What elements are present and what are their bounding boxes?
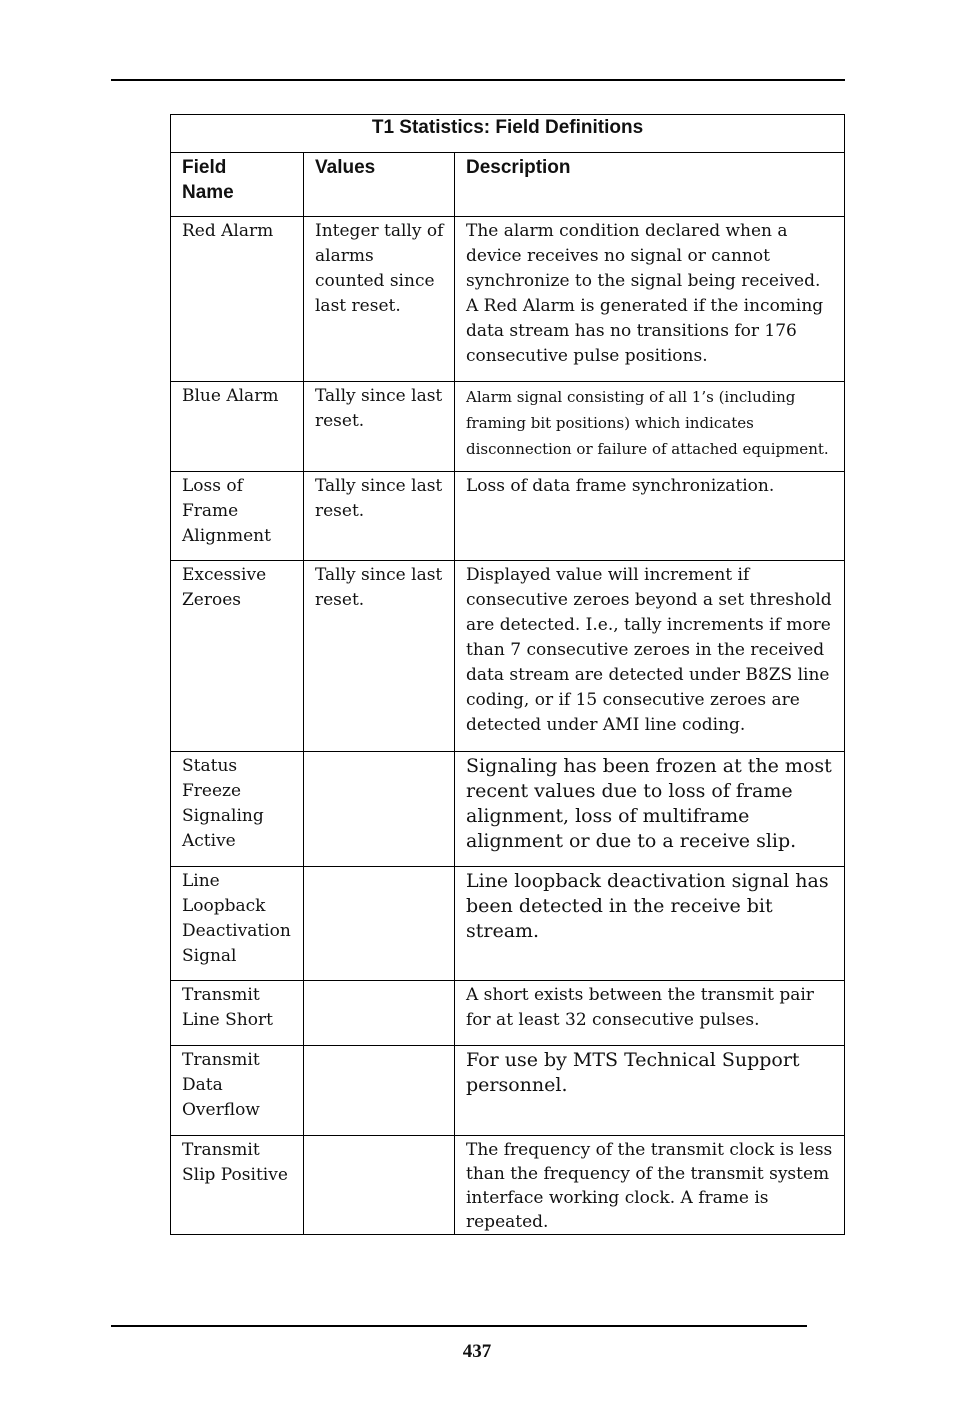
header-field-name: Field Name [171, 153, 304, 217]
cell-field: Transmit Line Short [171, 981, 304, 1046]
table-row [171, 382, 845, 472]
footer-rule [111, 1325, 807, 1327]
cell-values [304, 752, 455, 867]
table-row [171, 867, 845, 981]
cell-description: A short exists between the transmit pair for at least 32 consecutive pulses. [455, 981, 845, 1046]
cell-field: Loss of Frame Alignment [171, 472, 304, 561]
cell-field: Blue Alarm [171, 382, 304, 472]
header-description: Description [455, 153, 845, 217]
cell-description: For use by MTS Technical Support personnel. [455, 1046, 845, 1136]
cell-values: Tally since last reset. [304, 382, 455, 472]
cell-field: Red Alarm [171, 217, 304, 382]
table-row [171, 752, 845, 867]
cell-description: Alarm signal consisting of all 1’s (including framing bit positions) which indicates disconnection or failure of attached equipment. [455, 382, 845, 472]
table-row [171, 1136, 845, 1235]
cell-description: Line loopback deactivation signal has been detected in the receive bit stream. [455, 867, 845, 981]
cell-values [304, 1136, 455, 1235]
cell-field: Transmit Data Overflow [171, 1046, 304, 1136]
table-row [171, 1046, 845, 1136]
table-header-row [171, 153, 845, 217]
cell-values: Tally since last reset. [304, 561, 455, 752]
cell-description: The alarm condition declared when a device receives no signal or cannot synchronize to the signal being received. A Red Alarm is generated if the incoming data stream has no transitions for 176 consecutive pulse positions. [455, 217, 845, 382]
table-title: T1 Statistics: Field Definitions [171, 115, 845, 153]
table-row [171, 217, 845, 382]
table-title-row [171, 115, 845, 153]
cell-values: Tally since last reset. [304, 472, 455, 561]
cell-values: Integer tally of alarms counted since last reset. [304, 217, 455, 382]
cell-values [304, 1046, 455, 1136]
page-number: 437 [462, 1341, 492, 1362]
table-row [171, 472, 845, 561]
table-row [171, 981, 845, 1046]
cell-field: Excessive Zeroes [171, 561, 304, 752]
cell-description: Signaling has been frozen at the most recent values due to loss of frame alignment, loss of multiframe alignment or due to a receive slip. [455, 752, 845, 867]
header-rule [111, 79, 845, 81]
cell-description: Loss of data frame synchronization. [455, 472, 845, 561]
cell-field: Transmit Slip Positive [171, 1136, 304, 1235]
cell-values [304, 867, 455, 981]
cell-description: The frequency of the transmit clock is less than the frequency of the transmit system interface working clock. A frame is repeated. [455, 1136, 845, 1235]
cell-description: Displayed value will increment if consecutive zeroes beyond a set threshold are detected. I.e., tally increments if more than 7 consecutive zeroes in the received data stream are detected under B8ZS line coding, or if 15 consecutive zeroes are detected under AMI line coding. [455, 561, 845, 752]
table-row [171, 561, 845, 752]
cell-field: Line Loopback Deactivation Signal [171, 867, 304, 981]
header-values: Values [304, 153, 455, 217]
field-definitions-table [170, 114, 845, 1235]
cell-values [304, 981, 455, 1046]
cell-field: Status Freeze Signaling Active [171, 752, 304, 867]
